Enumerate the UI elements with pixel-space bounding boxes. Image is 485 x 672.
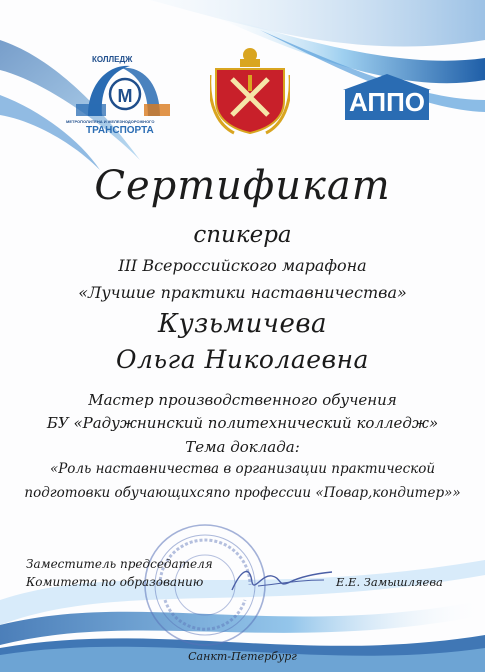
certificate-title: Сертификат [94,163,391,209]
college-logo-middle-text: МЕТРОПОЛИТЕНА И ЖЕЛЕЗНОДОРОЖНОГО [66,119,155,124]
svg-text:M: M [117,86,133,106]
recipient-surname: Кузьмичева [157,309,328,339]
college-logo-top-text: КОЛЛЕДЖ [92,55,133,64]
recipient-organization: БУ «Радужнинский политехнический колледж» [46,414,439,432]
recipient-position: Мастер производственного обучения [88,391,397,409]
signatory-title-line-1: Заместитель председателя [26,557,213,571]
signatory-title-line-2: Комитета по образованию [26,575,204,589]
handwritten-signature-icon [228,560,338,600]
theme-line-2: подготовки обучающихсяпо профессии «Повар,кондитер»» [24,485,461,501]
event-line-1: III Всероссийского марафона [118,256,367,275]
event-line-2: «Лучшие практики наставничества» [78,283,407,302]
footer-city: Санкт-Петербург [188,650,297,663]
college-logo-bottom-text: ТРАНСПОРТА [86,125,154,136]
theme-line-1: «Роль наставничества в организации практической [49,461,436,477]
appo-logo-text: АППО [348,87,426,117]
theme-label: Тема доклада: [185,438,300,456]
recipient-given-names: Ольга Николаевна [116,345,369,374]
saint-petersburg-coat-of-arms-icon [210,45,290,137]
certificate-subtitle: спикера [193,222,292,248]
signatory-name: Е.Е. Замышляева [336,575,443,589]
